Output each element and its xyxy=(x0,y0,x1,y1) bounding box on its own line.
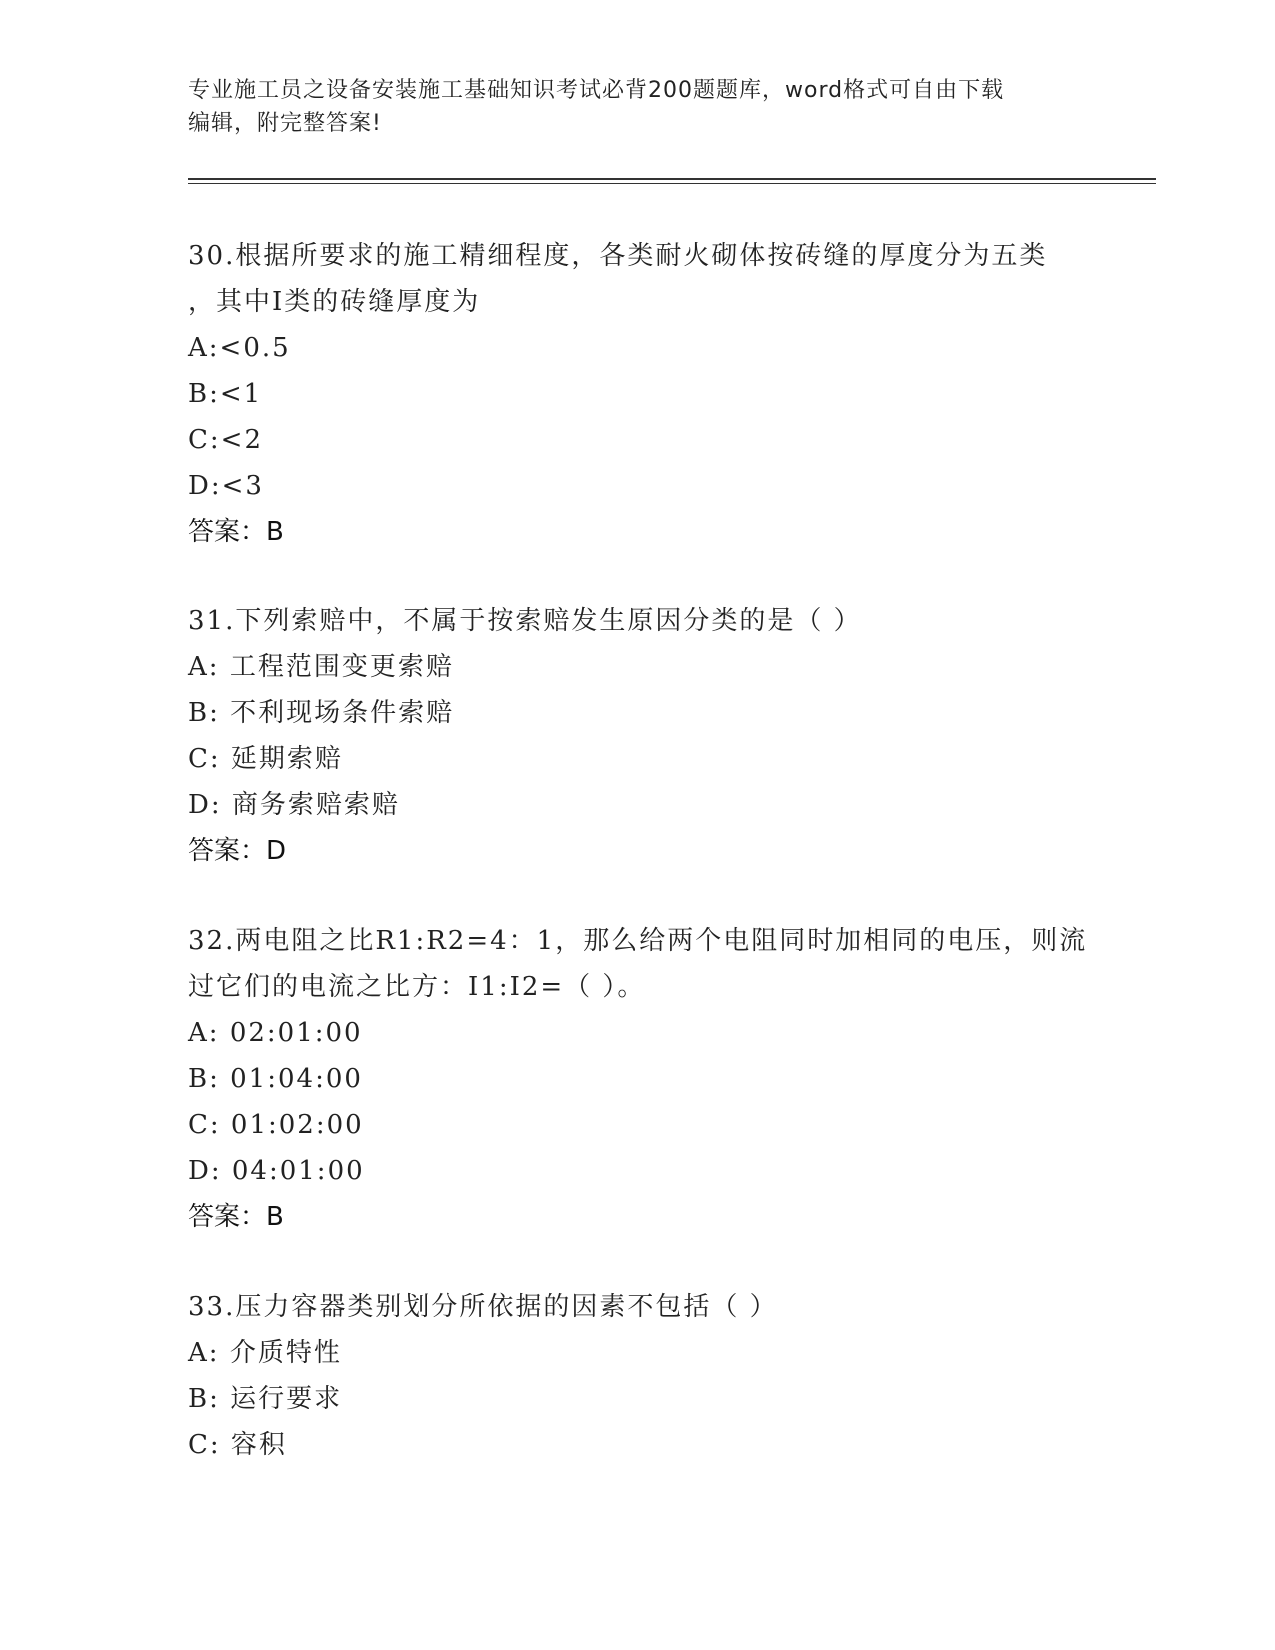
option-key: D: xyxy=(188,790,222,820)
question-32 xyxy=(188,918,1088,1240)
option-key: C: xyxy=(188,1110,221,1140)
option-key: C: xyxy=(188,744,221,774)
option-text: <1 xyxy=(219,379,263,409)
option-text: 延期索赔 xyxy=(230,744,343,774)
option-a xyxy=(188,1330,1088,1376)
option-c xyxy=(188,417,1088,463)
option-key: B: xyxy=(188,379,220,409)
option-text: 容积 xyxy=(230,1430,287,1460)
option-key: A: xyxy=(188,1338,220,1368)
question-33 xyxy=(188,1284,1088,1468)
option-d xyxy=(188,1148,1088,1194)
option-a xyxy=(188,325,1088,371)
option-key: A: xyxy=(188,652,220,682)
option-a xyxy=(188,644,1088,690)
option-key: C: xyxy=(188,1430,221,1460)
option-key: B: xyxy=(188,1384,220,1414)
option-b xyxy=(188,690,1088,736)
question-text-line-2: 过它们的电流之比方：I1:I2=（ ）。 xyxy=(188,972,646,1002)
question-text-line-2: ，其中Ⅰ类的砖缝厚度为 xyxy=(188,287,481,317)
option-a xyxy=(188,1010,1088,1056)
option-b xyxy=(188,1056,1088,1102)
option-text: 01:02:00 xyxy=(230,1110,364,1140)
answer-line: 答案：B xyxy=(188,517,284,547)
option-text: 运行要求 xyxy=(230,1384,343,1414)
answer-line: 答案：B xyxy=(188,1202,284,1232)
option-c xyxy=(188,1422,1088,1468)
option-b xyxy=(188,371,1088,417)
option-key: A: xyxy=(188,1018,220,1048)
option-text: 01:04:00 xyxy=(230,1064,363,1094)
option-text: <3 xyxy=(221,471,264,501)
question-31 xyxy=(188,598,1088,874)
option-c xyxy=(188,736,1088,782)
question-text-line-1: 31.下列索赔中，不属于按索赔发生原因分类的是（ ） xyxy=(188,606,862,636)
option-c xyxy=(188,1102,1088,1148)
option-key: D: xyxy=(188,1156,222,1186)
option-text: 商务索赔索赔 xyxy=(231,790,400,820)
option-key: B: xyxy=(188,698,220,728)
question-text-line-1: 33.压力容器类别划分所依据的因素不包括（ ） xyxy=(188,1292,778,1322)
option-text: <2 xyxy=(220,425,263,455)
question-text-line-1: 30.根据所要求的施工精细程度，各类耐火砌体按砖缝的厚度分为五类 xyxy=(188,241,1048,271)
header-divider-bottom xyxy=(188,183,1156,184)
option-key: B: xyxy=(188,1064,220,1094)
option-key: C: xyxy=(188,425,221,455)
header-line-2: 编辑，附完整答案! xyxy=(188,111,382,136)
option-text: <0.5 xyxy=(219,333,291,363)
header-line-1: 专业施工员之设备安装施工基础知识考试必背200题题库，word格式可自由下载 xyxy=(188,78,1005,103)
option-b xyxy=(188,1376,1088,1422)
option-d xyxy=(188,463,1088,509)
option-text: 不利现场条件索赔 xyxy=(230,698,455,728)
option-d xyxy=(188,782,1088,828)
option-text: 介质特性 xyxy=(229,1338,342,1368)
answer-line: 答案：D xyxy=(188,836,287,866)
document-header xyxy=(188,74,1088,140)
option-key: A: xyxy=(188,333,220,363)
option-text: 工程范围变更索赔 xyxy=(229,652,454,682)
option-text: 04:01:00 xyxy=(231,1156,365,1186)
header-divider-top xyxy=(188,178,1156,180)
option-key: D: xyxy=(188,471,222,501)
question-text-line-1: 32.两电阻之比R1:R2=4：1，那么给两个电阻同时加相同的电压，则流 xyxy=(188,926,1088,956)
question-30 xyxy=(188,233,1088,555)
option-text: 02:01:00 xyxy=(229,1018,363,1048)
